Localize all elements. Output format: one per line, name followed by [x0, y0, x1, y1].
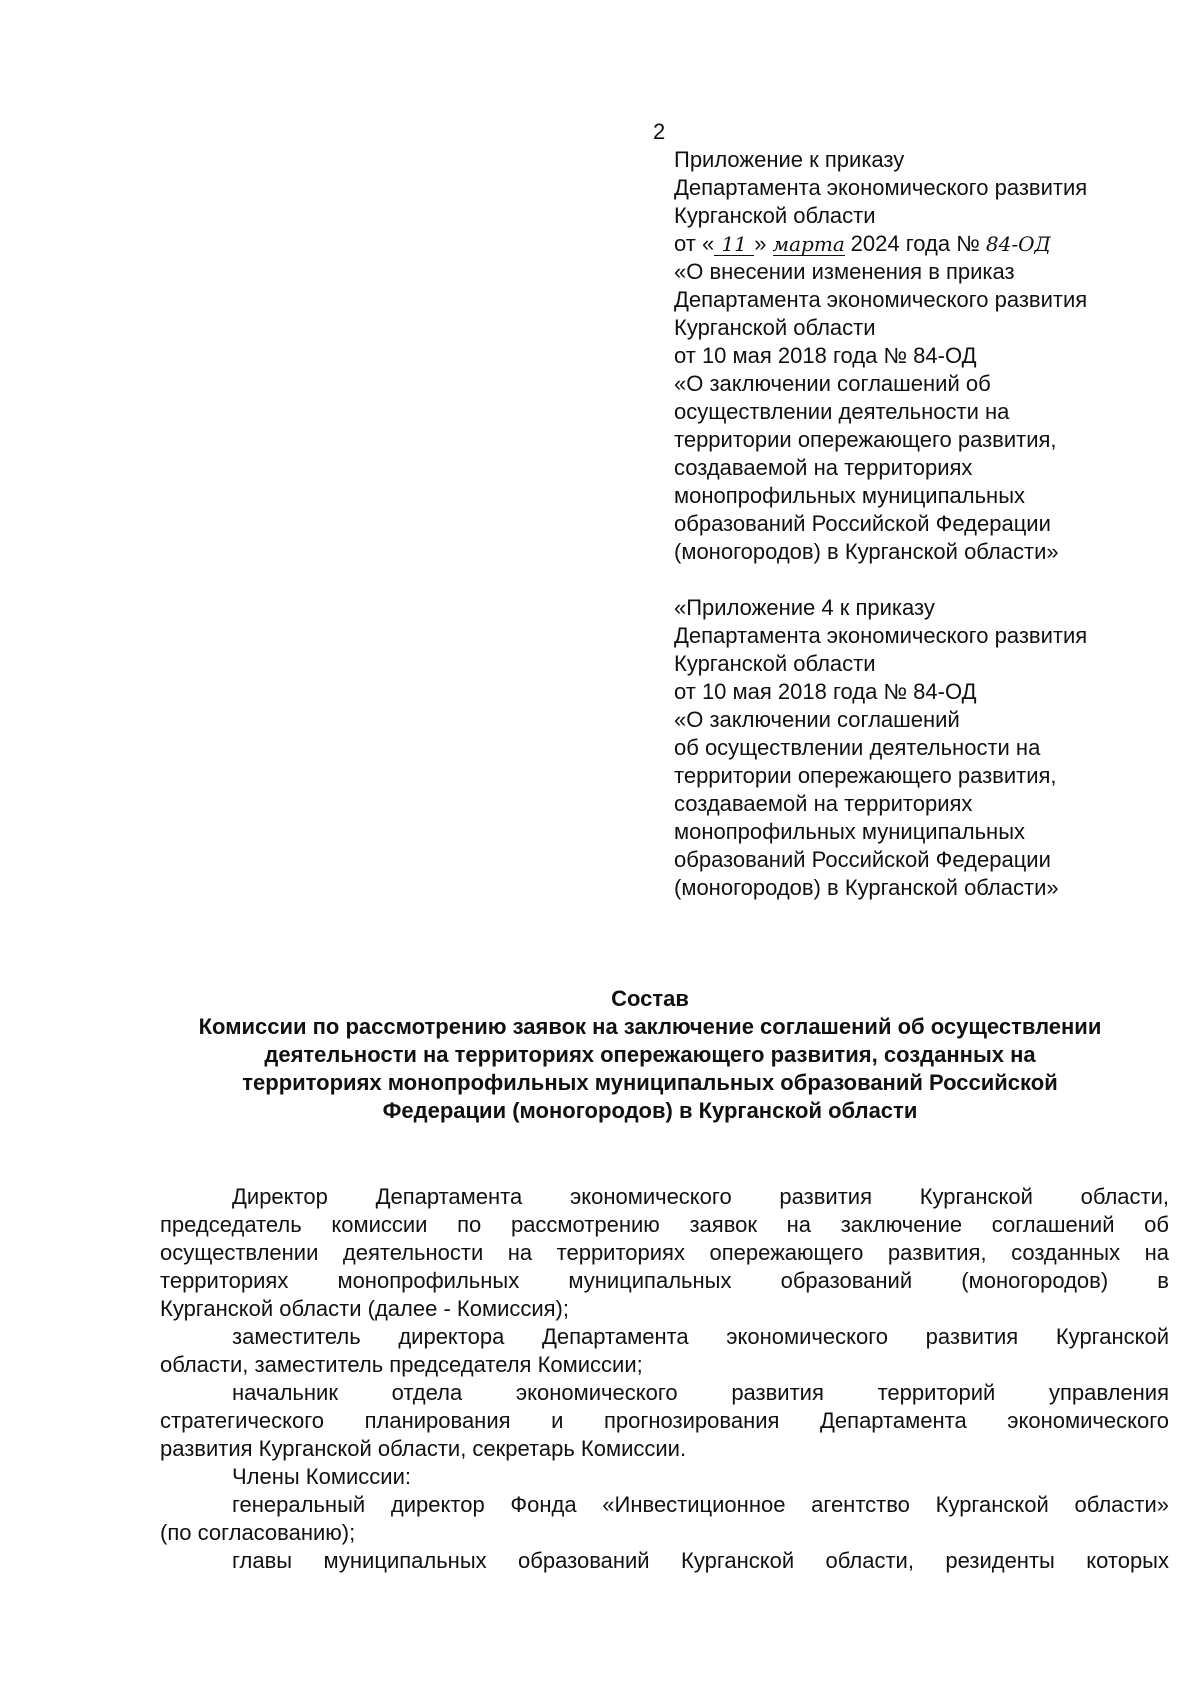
appendix-line: образований Российской Федерации	[674, 511, 1051, 536]
appendix4-line: Департамента экономического развития	[674, 623, 1088, 648]
appendix4-line: от 10 мая 2018 года № 84-ОД	[674, 679, 977, 704]
appendix-line: монопрофильных муниципальных	[674, 483, 1026, 508]
appendix4-line: образований Российской Федерации	[674, 847, 1051, 872]
appendix-header	[674, 146, 1174, 902]
paragraph-chairman	[160, 1183, 1169, 1323]
paragraph-deputy	[160, 1323, 1169, 1379]
appendix4-line: «Приложение 4 к приказу	[674, 595, 935, 620]
handwritten-order-number: 84-ОД	[985, 232, 1051, 256]
paragraph-members-heading	[160, 1463, 1169, 1491]
title-line: Федерации (моногородов) в Курганской области	[382, 1098, 918, 1123]
appendix-line: Приложение к приказу	[674, 147, 905, 172]
text-line: Директор Департамента экономического развития Курганской области,	[232, 1184, 1169, 1209]
paragraph-investment-agency	[160, 1491, 1169, 1547]
date-mid: »	[754, 231, 773, 256]
title-line: Комиссии по рассмотрению заявок на заключение соглашений об осуществлении	[198, 1014, 1102, 1039]
text-line: территориях монопрофильных муниципальных образований (моногородов) в	[160, 1268, 1169, 1293]
date-year: 2024 года №	[844, 231, 986, 256]
handwritten-month: марта	[772, 232, 845, 256]
appendix4-line: создаваемой на территориях	[674, 791, 973, 816]
handwritten-day: 11	[714, 233, 754, 256]
text-line: стратегического планирования и прогнозирования Департамента экономического	[160, 1408, 1169, 1433]
paragraph-secretary	[160, 1379, 1169, 1463]
title-line: деятельности на территориях опережающего развития, созданных на	[264, 1042, 1036, 1067]
appendix-line: осуществлении деятельности на	[674, 399, 1010, 424]
text-line: осуществлении деятельности на территориях опережающего развития, созданных на	[160, 1240, 1169, 1265]
appendix-line: территории опережающего развития,	[674, 427, 1057, 452]
text-line: главы муниципальных образований Курганской области, резиденты которых	[232, 1548, 1169, 1573]
appendix4-line: (моногородов) в Курганской области»	[674, 875, 1059, 900]
appendix-line: от 10 мая 2018 года № 84-ОД	[674, 343, 977, 368]
text-line: заместитель директора Департамента экономического развития Курганской	[232, 1324, 1169, 1349]
appendix-line: (моногородов) в Курганской области»	[674, 539, 1059, 564]
text-line: начальник отдела экономического развития территорий управления	[232, 1380, 1169, 1405]
spacer	[674, 566, 1174, 594]
appendix-line: Курганской области	[674, 203, 876, 228]
text-line: (по согласованию);	[160, 1520, 356, 1545]
appendix-date-line	[674, 230, 1174, 258]
appendix4-line: территории опережающего развития,	[674, 763, 1057, 788]
title-line: Состав	[611, 986, 689, 1011]
appendix4-line: «О заключении соглашений	[674, 707, 960, 732]
page-number: 2	[653, 119, 666, 144]
text-line: развития Курганской области, секретарь Комиссии.	[160, 1436, 687, 1461]
appendix-line: Департамента экономического развития	[674, 287, 1088, 312]
document-title	[150, 985, 1150, 1125]
date-prefix: от «	[674, 231, 715, 256]
text-line: председатель комиссии по рассмотрению заявок на заключение соглашений об	[160, 1212, 1169, 1237]
appendix-line: Департамента экономического развития	[674, 175, 1088, 200]
title-line: территориях монопрофильных муниципальных образований Российской	[242, 1070, 1058, 1095]
appendix-line: «О внесении изменения в приказ	[674, 259, 1015, 284]
appendix-line: создаваемой на территориях	[674, 455, 973, 480]
appendix4-line: монопрофильных муниципальных	[674, 819, 1026, 844]
text-line: Члены Комиссии:	[232, 1464, 411, 1489]
appendix-line: «О заключении соглашений об	[674, 371, 991, 396]
appendix-line: Курганской области	[674, 315, 876, 340]
paragraph-municipal-heads	[160, 1547, 1169, 1575]
text-line: Курганской области (далее - Комиссия);	[160, 1296, 569, 1321]
document-body	[160, 1183, 1169, 1575]
appendix4-line: Курганской области	[674, 651, 876, 676]
text-line: генеральный директор Фонда «Инвестиционное агентство Курганской области»	[232, 1492, 1169, 1517]
text-line: области, заместитель председателя Комиссии;	[160, 1352, 643, 1377]
appendix4-line: об осуществлении деятельности на	[674, 735, 1041, 760]
